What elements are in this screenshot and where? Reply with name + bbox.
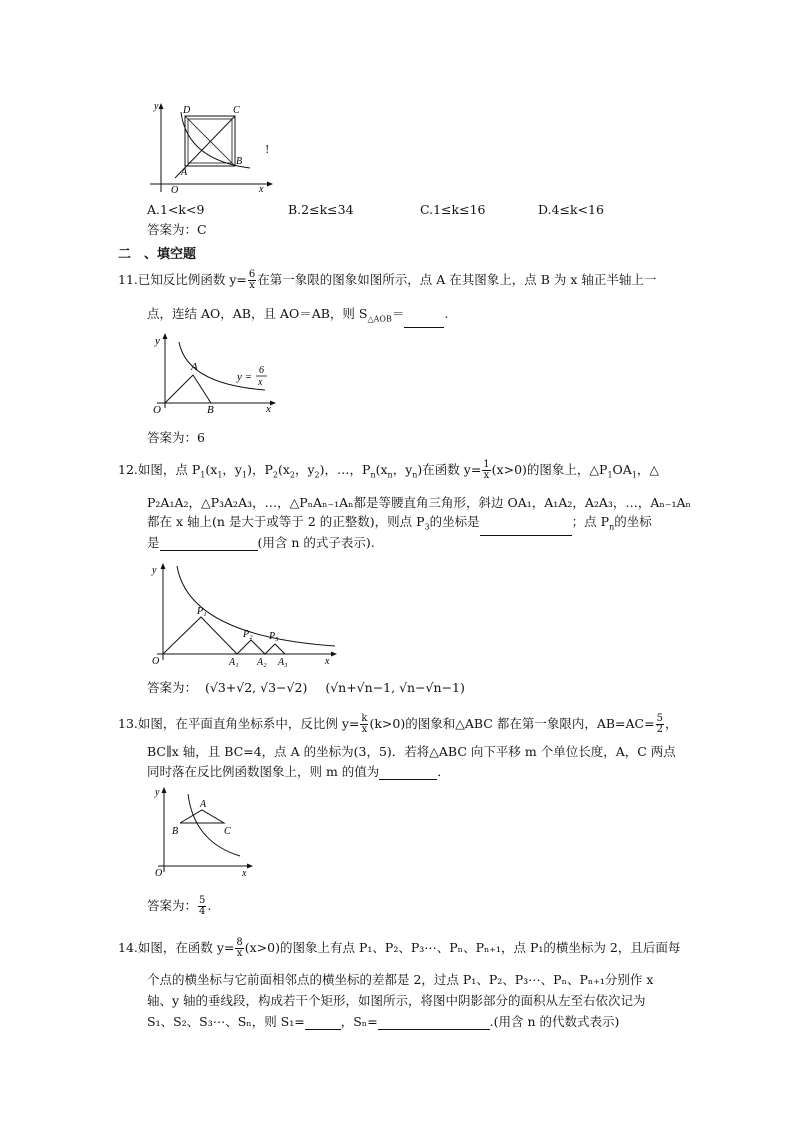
q13-figure <box>150 780 255 880</box>
q12-figure <box>145 560 340 670</box>
q13-line3: 同时落在反比例函数图象上，则 m 的值为 ． <box>147 764 450 779</box>
q11-number: 11. <box>118 272 138 287</box>
q13-line1: 13.如图，在平面直角坐标系中，反比例 y= $\frac{k}{x}$ (k>0)的图象和△ABC 都在第一象限内，AB=AC= $\frac{5}{2}$ ， <box>118 713 678 735</box>
q10-fig-label-d: D <box>183 105 191 116</box>
q10-fig-label-a: A <box>181 167 188 178</box>
q10-answer: 答案为：C <box>147 222 207 237</box>
section-heading: 二 、填空题 <box>118 247 197 262</box>
q11-figure <box>145 330 280 418</box>
q14-line2: 个点的横坐标与它前面相邻点的横坐标的差都是 2，过点 P₁、P₂、P₃⋯、Pₙ、Pₙ₊₁分别作 x <box>147 972 654 987</box>
q11-fig-label-b: B <box>207 404 214 416</box>
q14-line1: 14.如图，在函数 y= $\frac{8}{x}$ (x>0)的图象上有点 P₁、P₂、P₃⋯、Pₙ、Pₙ₊₁，点 P₁的横坐标为 2，且后面每 <box>118 937 681 959</box>
q14-answer-blank-2 <box>378 1017 490 1030</box>
q14-fraction: $\frac{8}{x}$ <box>236 937 243 959</box>
q11-fig-eq-num: 6 <box>259 365 264 376</box>
q13-fig-label-y: y <box>155 787 160 798</box>
q12-answer-blank-2 <box>160 538 258 551</box>
q10-option-c: C.1≤k≤16 <box>420 202 486 217</box>
q12-fig-label-y: y <box>152 565 157 576</box>
q12-fraction: $\frac{1}{x}$ <box>483 459 490 481</box>
q12-fig-label-a2: A₂ <box>257 657 267 668</box>
q10-fig-label-o: O <box>171 185 179 194</box>
q10-option-a: A.1<k<9 <box>147 202 205 217</box>
q10-fig-label-b: B <box>236 156 243 167</box>
q10-fig-label-x: x <box>259 184 264 194</box>
q12-fig-label-o: O <box>152 656 160 667</box>
q12-line3: 都在 x 轴上(n 是大于或等于 2 的正整数)，则点 $P_3$的坐标是 ；点 $P_n$的坐标 <box>147 514 652 536</box>
q11-fig-label-y: y <box>155 335 160 347</box>
q10-option-b: B.2≤k≤34 <box>288 202 354 217</box>
q14-line4: S₁、S₂、S₃⋯、Sₙ，则 S₁= ，Sₙ= .(用含 n 的代数式表示) <box>147 1014 620 1029</box>
q14-line3: 轴、y 轴的垂线段，构成若干个矩形，如图所示，将图中阴影部分的面积从左至右依次记为 <box>147 993 646 1008</box>
q11-answer-blank <box>404 315 444 328</box>
q10-figure <box>145 98 280 194</box>
q10-option-d: D.4≤k<16 <box>538 202 604 217</box>
q12-line1: 12.如图，点 $P_1(x_1$，$y_1$)，$P_2(x_2$，$y_2$)，…，$P_n(x_n$，$y_n$)在函数 y= $\frac{1}{x}$ (x>0)的图象上，$\triangle P_1OA_1$，△ <box>118 459 660 481</box>
q12-fig-label-a3: A₃ <box>278 657 288 668</box>
q12-line4: 是 (用含 n 的式子表示). <box>147 535 375 550</box>
q13-answer-fraction: $\frac{5}{4}$ <box>199 895 206 917</box>
q13-fig-label-c: C <box>224 826 231 837</box>
q10-fig-label-y: y <box>154 101 159 112</box>
q12-answer-blank-1 <box>480 523 572 536</box>
q12-number: 12. <box>118 462 138 477</box>
q14-number: 14. <box>118 940 138 955</box>
q13-fig-label-b: B <box>172 826 179 837</box>
q13-fig-label-o: O <box>155 868 163 879</box>
q11-line2: 点，连结 AO，AB，且 AO＝AB，则 $S_{\triangle AOB}=$ . <box>147 306 448 328</box>
q10-fig-label-c: C <box>233 105 240 116</box>
q12-line2: P₂A₁A₂，△P₃A₂A₃，…，△PₙAₙ₋₁Aₙ都是等腰直角三角形，斜边 OA₁，A₁A₂，A₂A₃，…，Aₙ₋₁Aₙ <box>147 495 691 510</box>
q12-fig-label-a1: A₁ <box>229 657 239 668</box>
q12-answer: 答案为： (√3+√2, √3−√2) (√n+√n−1, √n−√n−1) <box>147 680 465 695</box>
q11-fig-eq-den: x <box>258 377 263 388</box>
q12-answer-2: (√n+√n−1, √n−√n−1) <box>325 680 465 695</box>
q11-fig-label-a: A <box>191 361 198 373</box>
q11-line1: 11.已知反比例函数 y= $\frac{6}{x}$ 在第一象限的图象如图所示，点 A 在其图象上，点 B 为 x 轴正半轴上一 <box>118 269 657 291</box>
q11-fig-label-o: O <box>153 404 161 416</box>
q11-fraction: $\frac{6}{x}$ <box>248 269 256 291</box>
q13-fig-label-x: x <box>242 868 247 879</box>
q12-fig-label-p3: P₃ <box>269 631 279 642</box>
q12-answer-1: (√3+√2, √3−√2) <box>205 680 308 695</box>
q13-fraction-k: $\frac{k}{x}$ <box>361 713 368 735</box>
q10-mark: ! <box>265 143 270 156</box>
q13-line2: BC∥x 轴，且 BC=4，点 A 的坐标为(3，5)．若将△ABC 向下平移 m 个单位长度，A，C 两点 <box>147 744 676 759</box>
q12-fig-label-p2: P₂ <box>243 629 253 640</box>
q13-fig-label-a: A <box>200 799 207 810</box>
q11-fig-label-x: x <box>266 403 271 415</box>
q11-fig-eq-lhs: y = <box>237 371 253 383</box>
q12-fig-label-x: x <box>325 656 330 667</box>
q14-answer-blank-1 <box>305 1017 341 1030</box>
q13-fraction-ab: $\frac{5}{2}$ <box>656 713 663 735</box>
q13-number: 13. <box>118 716 138 731</box>
q13-answer: 答案为： $\frac{5}{4}$ . <box>147 895 212 917</box>
q13-answer-blank <box>379 767 437 780</box>
q11-answer: 答案为：6 <box>147 430 205 445</box>
q12-fig-label-p1: P₁ <box>197 606 207 617</box>
